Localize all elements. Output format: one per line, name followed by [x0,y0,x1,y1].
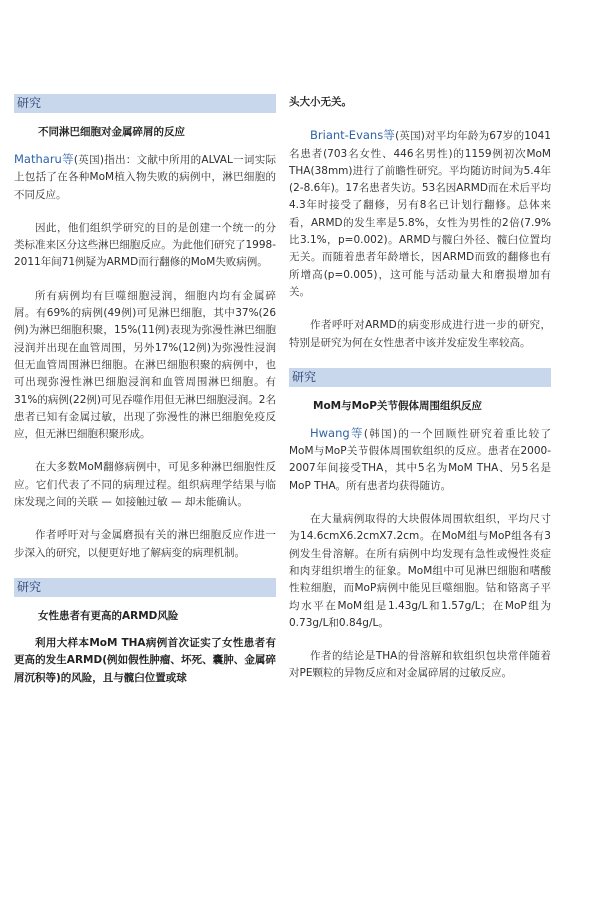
author-name: Matharu等 [14,152,74,166]
paragraph: 所有病例均有巨噬细胞浸润，细胞内均有金属碎屑。有69%的病例(49例)可见淋巴细胞，其中37%(26例)为淋巴细胞积聚，15%(11例)表现为弥漫性淋巴细胞浸润并出现在血管周围，另外17%(12例)为弥漫性浸润但无血管周围淋巴细胞。在淋巴细胞积聚的病例中，也可出现弥漫性淋巴细胞浸润和血管周围淋巴细胞。有31%的病例(22例)可见吞噬作用但无淋巴细胞浸润。2名患者已知有金属过敏，出现了弥漫性的淋巴细胞免疫反应，但无淋巴细胞积聚形成。 [14,289,276,441]
continued-text: 头大小无关。 [289,96,352,108]
paragraph: Briant-Evans等(英国)对平均年龄为67岁的1041名患者(703名女性、446名男性)的1159例初次MoM THA(38mm)进行了前瞻性研究。平均随访时间为5.4年(2-8.6年)。17名患者失访。53名因ARMD而在术后平均4.3年时接受了翻修，另有8名已计划行翻修。总体来看，ARMD的发生率是5.8%，女性为男性的2倍(7.9%比3.1%，p=0.002)。ARMD与髋臼外径、髋臼位置均无关。而随着患者年龄增长，因ARMD而致的翻修也有所增高(p=0.005)，这可能与活动量大和磨损增加有关。 [289,128,551,298]
section-label: 研究 [289,368,551,387]
lead-paragraph: 利用大样本MoM THA病例首次证实了女性患者有更高的发生ARMD(例如假性肿瘤、坏死、囊肿、金属碎屑沉积等)的风险，且与髋臼位置或球 [14,636,276,684]
left-column [14,94,276,703]
paragraph: 作者呼吁对与金属磨损有关的淋巴细胞反应作进一步深入的研究，以便更好地了解病变的病理机制。 [14,529,276,559]
section-label: 研究 [14,94,276,113]
author-name: Hwang等 [310,425,364,440]
paragraph: 因此，他们组织学研究的目的是创建一个统一的分类标准来区分这些淋巴细胞反应。为此他们研究了1998-2011年间71例疑为ARMD而行翻修的MoM失败病例。 [14,221,276,269]
paragraph: 作者呼吁对ARMD的病变形成进行进一步的研究，特别是研究为何在女性患者中该并发症发生率较高。 [289,319,551,349]
section-label: 研究 [14,578,276,597]
right-column [289,94,551,699]
paragraph: 在大多数MoM翻修病例中，可见多种淋巴细胞性反应。它们代表了不同的病理过程。组织病理学结果与临床发现之间的关联 — 如接触过敏 — 却未能确认。 [14,461,276,509]
article-heading: 不同淋巴细胞对金属碎屑的反应 [38,126,185,138]
paragraph: 作者的结论是THA的骨溶解和软组织包块常伴随着对PE颗粒的异物反应和对金属碎屑的过敏反应。 [289,650,551,680]
paragraph: Matharu等(英国)指出：文献中所用的ALVAL一词实际上包括了在各种MoM植入物失败的病例中，淋巴细胞的不同反应。 [14,152,276,201]
paragraph: Hwang等(韩国)的一个回顾性研究着重比较了MoM与MoP关节假体周围软组织的反应。患者在2000-2007年间接受THA，其中5名为MoM THA、另5名是MoP THA。所有患者均获得随访。 [289,425,551,492]
paragraph: 在大量病例取得的大块假体周围软组织，平均尺寸为14.6cmX6.2cmX7.2cm。在MoM组与MoP组各有3例发生骨溶解。在所有病例中均发现有急性或慢性炎症和肉芽组织增生的征象。MoM组中可见淋巴细胞和嗜酸性粒细胞，而MoP病例中能见巨噬细胞。钴和铬离子平均水平在MoM组是1.43g/L和1.57g/L；在MoP组为0.73g/L和0.84g/L。 [289,513,551,629]
article-heading: MoM与MoP关节假体周围组织反应 [313,399,482,412]
article-heading: 女性患者有更高的ARMD风险 [38,609,179,622]
author-name: Briant-Evans等 [310,128,396,143]
